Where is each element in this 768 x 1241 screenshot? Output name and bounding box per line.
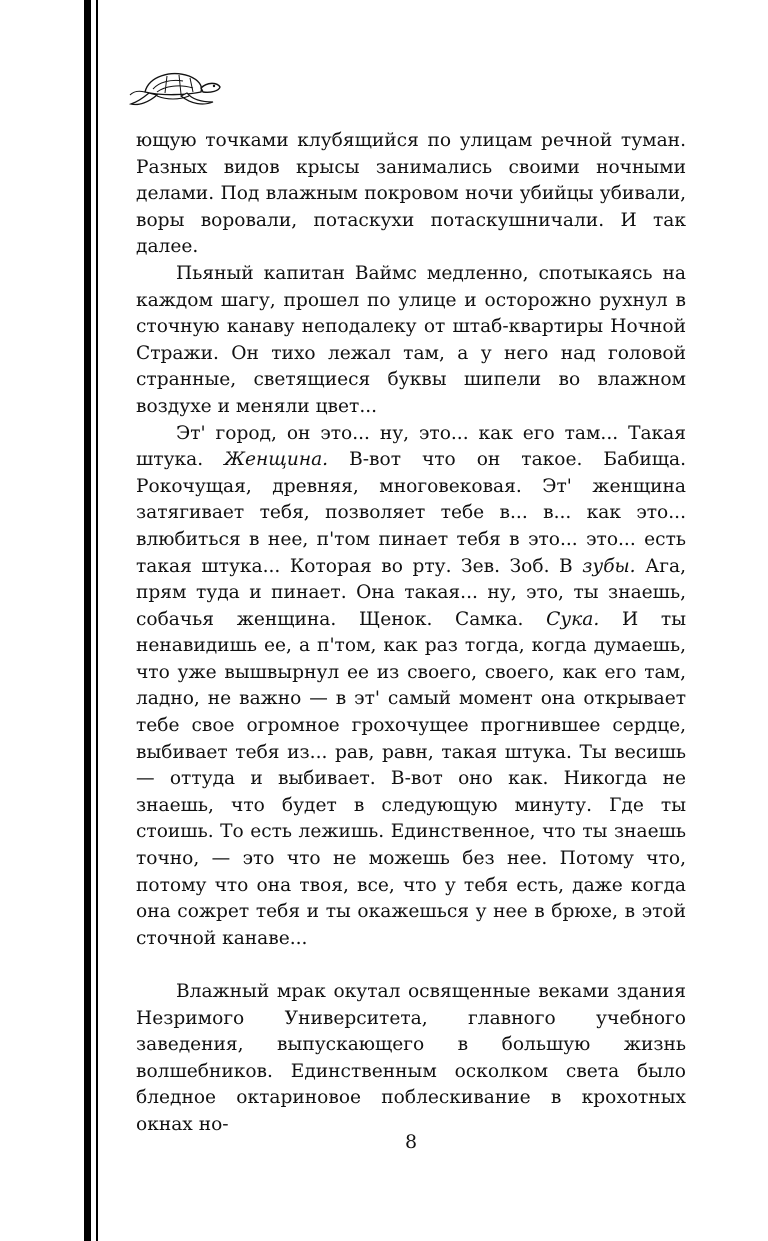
page-number: 8 <box>404 1131 418 1153</box>
text-run: Пьяный капитан Ваймс медленно, спотыкаясь на каждом шагу, прошел по улице и осторожно рухнул в сточную канаву неподалеку от штаб-квартиры Ночной Стражи. Он тихо лежал там, а у него над головой странные, светящиеся буквы шипели во влажном воздухе и меняли цвет... <box>136 262 686 417</box>
section-break <box>136 952 686 979</box>
text-run: Ага, прям туда и пинает. Она такая... ну, это, ты знаешь, собачья женщина. Щенок. Самка. <box>136 555 686 630</box>
turtle-icon <box>127 62 223 112</box>
text-run: ющую точками клубящийся по улицам речной туман. Разных видов крысы занимались своими ночными делами. Под влажным покровом ночи убийцы убивали, воры воровали, потаскухи потаскушничали. И так далее. <box>136 130 686 258</box>
paragraph-p4 <box>136 979 686 1139</box>
paragraph-p3 <box>136 421 686 953</box>
text-run: И ты ненавидишь ее, а п'том, как раз тогда, когда думаешь, что уже вышвырнул ее из своего, своего, как его там, ладно, не важно — в эт' самый момент она открывает тебе свое огромное грохочущее прогнившее сердце, выбивает тебя из... рав, равн, такая штука. Ты весишь — оттуда и выбивает. В-вот оно как. Никогда не знаешь, что будет в следующую минуту. Где ты стоишь. То есть лежишь. Единственное, что ты знаешь точно, — это что не можешь без нее. Потому что, потому что она твоя, все, что у тебя есть, даже когда она сожрет тебя и ты окажешься у нее в брюхе, в этой сточной канаве... <box>136 608 686 949</box>
margin-rule-thick <box>84 0 91 1241</box>
text-run: В-вот что он такое. Бабища. Рокочущая, древняя, многовековая. Эт' женщина затягивает тебя, позволяет тебе в... в... как это... влюбиться в нее, п'том пинает тебя в это... это... есть такая штука... Которая во рту. Зев. Зоб. В <box>136 449 687 577</box>
italic-phrase: Женщина. <box>224 449 329 471</box>
paragraph-p2 <box>136 261 686 421</box>
body-text <box>136 128 686 1139</box>
margin-rule-thin <box>96 0 98 1241</box>
italic-phrase: зубы. <box>582 555 636 577</box>
text-run: Эт' город, он это... ну, это... как его там... Такая штука. <box>136 422 686 471</box>
text-run: Влажный мрак окутал освященные веками здания Незримого Университета, главного учебного заведения, выпускающего в большую жизнь волшебников. Единственным осколком света было бледное октариновое поблескивание в крохотных окнах но- <box>136 981 686 1135</box>
paragraph-p1 <box>136 128 686 261</box>
italic-phrase: Сука. <box>546 608 600 630</box>
